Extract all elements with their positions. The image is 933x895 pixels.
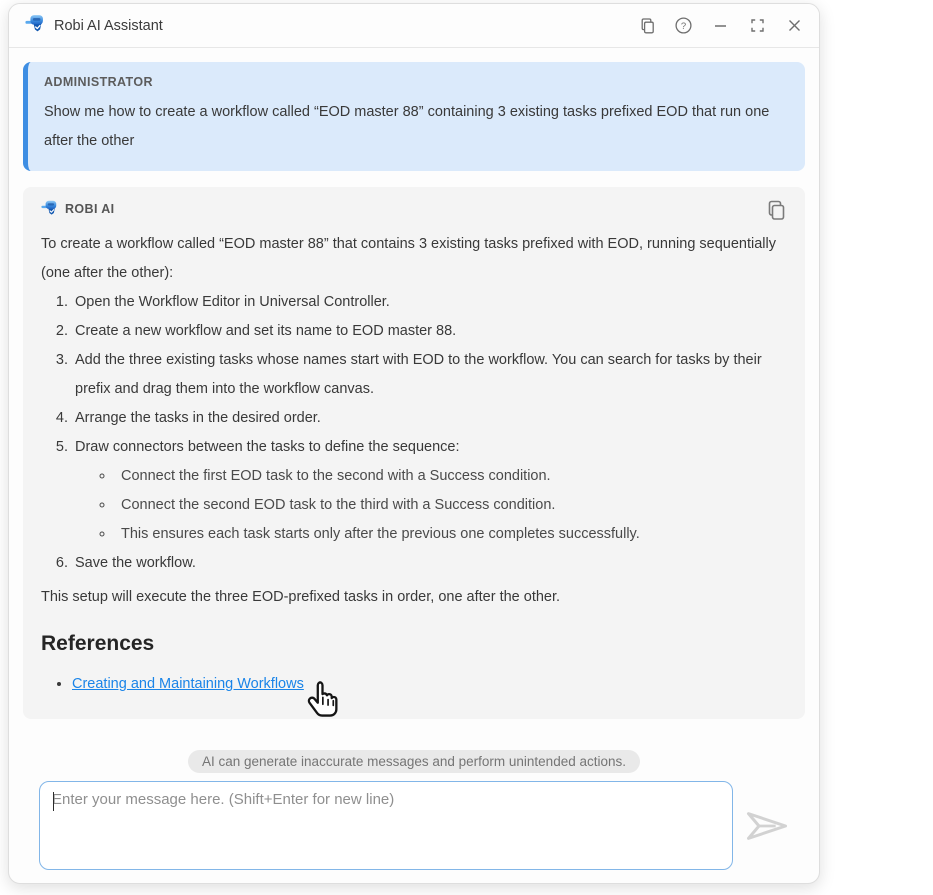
ai-sender-group xyxy=(41,199,115,219)
minimize-button[interactable] xyxy=(711,17,729,35)
robi-logo-icon xyxy=(25,13,45,38)
step-text: Open the Workflow Editor in Universal Controller. xyxy=(75,294,390,310)
ai-intro-paragraph: To create a workflow called “EOD master 88” that contains 3 existing tasks prefixed with EOD, running sequentially (one after the other): xyxy=(41,236,777,281)
conversation-area xyxy=(9,48,819,884)
copy-message-icon[interactable] xyxy=(763,199,787,223)
title-group xyxy=(25,13,163,38)
references-list xyxy=(41,670,787,699)
substep-item: ◦ Connect the first EOD task to the second with a Success condition. xyxy=(115,462,787,491)
copy-conversation-button[interactable] xyxy=(637,17,655,35)
substep-item: ◦ This ensures each task starts only after the previous one completes successfully. xyxy=(115,520,787,549)
maximize-button[interactable] xyxy=(748,17,766,35)
ai-sender-label: ROBI AI xyxy=(65,202,115,216)
ai-message-header xyxy=(41,199,787,223)
send-button[interactable] xyxy=(745,806,789,846)
step-item xyxy=(72,433,787,549)
step-text: Add the three existing tasks whose names start with EOD to the workflow. You can search for tasks by their prefix and drag them into the workflow canvas. xyxy=(75,352,762,397)
disclaimer-pill: AI can generate inaccurate messages and perform unintended actions. xyxy=(188,750,640,773)
message-input-row xyxy=(39,781,789,870)
ai-outro-paragraph: This setup will execute the three EOD-prefixed tasks in order, one after the other. xyxy=(41,589,561,605)
message-input[interactable] xyxy=(39,781,733,870)
reference-link[interactable]: Creating and Maintaining Workflows xyxy=(72,676,304,692)
disclaimer-row xyxy=(23,750,805,773)
help-button[interactable] xyxy=(674,17,692,35)
svg-text:?: ? xyxy=(680,21,686,32)
window-title: Robi AI Assistant xyxy=(54,17,163,34)
ai-steps-list xyxy=(41,288,787,578)
step-text: Arrange the tasks in the desired order. xyxy=(75,410,321,426)
ai-substeps-list xyxy=(75,462,787,549)
chat-window xyxy=(8,3,820,884)
substep-item: ◦ Connect the second EOD task to the third with a Success condition. xyxy=(115,491,787,520)
step-text: Save the workflow. xyxy=(75,555,196,571)
step-item xyxy=(72,346,787,404)
ai-message-body xyxy=(41,230,787,699)
user-sender-label: ADMINISTRATOR xyxy=(44,75,153,89)
close-button[interactable] xyxy=(785,17,803,35)
ai-message-panel xyxy=(23,187,805,719)
step-item xyxy=(72,288,787,317)
step-text: Create a new workflow and set its name to EOD master 88. xyxy=(75,323,457,339)
window-controls xyxy=(637,17,803,35)
step-text: Draw connectors between the tasks to define the sequence: xyxy=(75,439,460,455)
step-item xyxy=(72,404,787,433)
robi-avatar-icon xyxy=(41,199,58,219)
step-item xyxy=(72,549,787,578)
title-bar xyxy=(9,4,819,48)
text-caret xyxy=(53,792,55,811)
step-item xyxy=(72,317,787,346)
user-message-text: Show me how to create a workflow called “EOD master 88” containing 3 existing tasks prefixed EOD that run one after the other xyxy=(44,104,770,149)
user-message-bubble xyxy=(23,62,805,171)
reference-item xyxy=(72,670,787,699)
references-heading: References xyxy=(41,632,155,655)
